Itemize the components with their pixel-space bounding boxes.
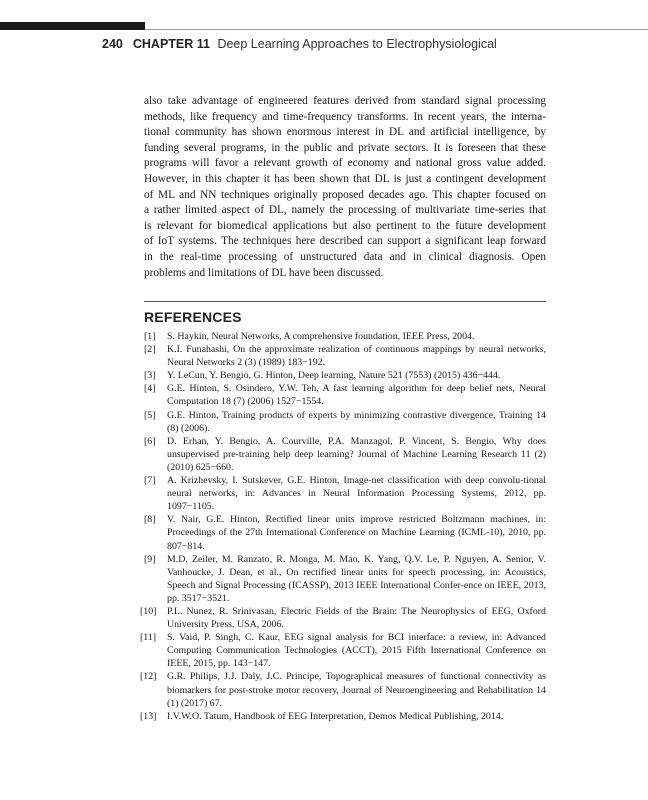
reference-text: Y. LeCun, Y. Bengio, G. Hinton, Deep learning, Nature 521 (7553) (2015) 436−444. bbox=[167, 370, 501, 382]
body-line: programs will favor a relevant growth of economy and national gross value added. bbox=[144, 157, 546, 170]
reference-text: G.R. Philips, J.J. Daly, J.C. Principe, Topographical measures of functional connectivity as biomarkers for post-stroke motor recovery, Journal of Neuroengineering and Rehabilitation 14 (1) (2017) 67. bbox=[167, 671, 546, 709]
reference-item bbox=[144, 330, 546, 343]
reference-item bbox=[140, 670, 546, 709]
reference-item bbox=[140, 631, 546, 670]
body-line: a rather limited aspect of DL, namely the processing of multivariate time-series that bbox=[144, 204, 546, 217]
running-header bbox=[102, 37, 497, 51]
body-line: of ML and NN techniques originally proposed decades ago. This chapter focused on bbox=[144, 188, 546, 201]
reference-number: [3] bbox=[144, 370, 156, 382]
body-line: of IoT systems. The techniques here described can support a significant leap forward bbox=[144, 235, 546, 248]
body-line: However, in this chapter it has been shown that DL is just a contingent development bbox=[144, 172, 546, 185]
page-number: 240 bbox=[102, 37, 123, 51]
reference-item bbox=[144, 474, 546, 513]
reference-number: [9] bbox=[144, 553, 156, 565]
reference-item bbox=[144, 343, 546, 369]
references-heading: REFERENCES bbox=[144, 309, 242, 325]
reference-item bbox=[144, 382, 546, 408]
reference-text: S. Vaid, P. Singh, C. Kaur, EEG signal analysis for BCI interface: a review, in: Advanced Computing Communication Technologies (ACCT), 2015 Fifth International Conference on IEEE, 2015, pp. 143−147. bbox=[167, 632, 546, 670]
reference-text: I.V.W.O. Tatum, Handbook of EEG Interpretation, Demos Medical Publishing, 2014. bbox=[167, 710, 504, 722]
reference-number: [7] bbox=[144, 475, 156, 487]
reference-number: [4] bbox=[144, 383, 156, 395]
reference-item bbox=[140, 710, 546, 723]
reference-text: G.E. Hinton, Training products of experts by minimizing contrastive divergence, Training 14 (8) (2006). bbox=[167, 409, 546, 434]
reference-number: [2] bbox=[144, 344, 156, 356]
reference-number: [11] bbox=[140, 632, 157, 644]
reference-item bbox=[140, 605, 546, 631]
reference-number: [10] bbox=[140, 605, 157, 617]
reference-item bbox=[144, 553, 546, 605]
reference-number: [8] bbox=[144, 514, 156, 526]
reference-text: D. Erhan, Y. Bengio, A. Courville, P.A. Manzagol, P. Vincent, S. Bengio, Why does unsupervised pre-training help deep learning? Journal of Machine Learning Research 11 (2) (2010) 625−660. bbox=[167, 435, 546, 473]
body-paragraph bbox=[144, 94, 546, 281]
body-line: problems and limitations of DL have been discussed. bbox=[144, 266, 384, 279]
reference-item bbox=[144, 513, 546, 552]
reference-text: K.I. Funahashi, On the approximate realization of continuous mappings by neural networks, Neural Networks 2 (3) (1989) 183−192. bbox=[167, 344, 546, 369]
reference-number: [1] bbox=[144, 331, 156, 342]
reference-text: P.L. Nunez, R. Srinivasan, Electric Fields of the Brain: The Neurophysics of EEG, Oxford University Press, USA, 2006. bbox=[167, 605, 546, 631]
reference-text: V. Nair, G.E. Hinton, Rectified linear units improve restricted Boltzmann machines, in: Proceedings of the 27th International Conference on Machine Learning (ICML-10), 2010, pp. 807−814. bbox=[167, 514, 546, 552]
reference-item bbox=[144, 369, 546, 382]
reference-number: [12] bbox=[140, 671, 157, 683]
body-line: also take advantage of engineered features derived from standard signal processing bbox=[144, 95, 546, 107]
body-line: in the real-time processing of unstructured data and in clinical diagnosis. Open bbox=[144, 250, 546, 263]
references-list bbox=[140, 330, 546, 723]
chapter-label: CHAPTER 11 bbox=[132, 37, 210, 51]
reference-item bbox=[144, 409, 546, 435]
body-line: funding several programs, in the public and private sectors. It is foreseen that these bbox=[144, 141, 546, 154]
reference-item bbox=[144, 435, 546, 474]
reference-text: S. Haykin, Neural Networks, A comprehensive foundation, IEEE Press, 2004. bbox=[167, 331, 475, 342]
reference-number: [5] bbox=[144, 409, 156, 421]
body-line: is relevant for biomedical applications but also pertinent to the future development bbox=[144, 219, 546, 232]
reference-number: [6] bbox=[144, 435, 156, 447]
reference-text: G.E. Hinton, S. Osindero, Y.W. Teh, A fast learning algorithm for deep belief nets, Neural Computation 18 (7) (2006) 1527−1554. bbox=[167, 383, 546, 408]
chapter-title: Deep Learning Approaches to Electrophysiological bbox=[217, 37, 497, 51]
reference-number: [13] bbox=[140, 710, 157, 722]
section-divider bbox=[144, 301, 546, 302]
header-bar bbox=[0, 22, 145, 30]
header-rule bbox=[145, 29, 648, 30]
reference-text: M.D. Zeiler, M. Ranzato, R. Monga, M. Mao, K. Yang, Q.V. Le, P. Nguyen, A. Senior, V. Vanhoucke, J. Dean, et al., On rectified linear units for speech processing, in: Acoustics, Speech and Signal Processing (ICASSP), 2013 IEEE International Confer-ence on IEEE, 2013, pp. 3517−3521. bbox=[167, 553, 546, 604]
body-line: methods, like frequency and time-frequency transforms. In recent years, the interna- bbox=[144, 110, 546, 123]
body-line: tional community has shown enormous interest in DL and artificial intelligence, by bbox=[144, 126, 546, 139]
reference-text: A. Krizhevsky, I. Sutskever, G.E. Hinton, Image-net classification with deep convolu-tional neural networks, in: Advances in Neural Information Processing Systems, 2012, pp. 1097−1105. bbox=[167, 475, 546, 513]
